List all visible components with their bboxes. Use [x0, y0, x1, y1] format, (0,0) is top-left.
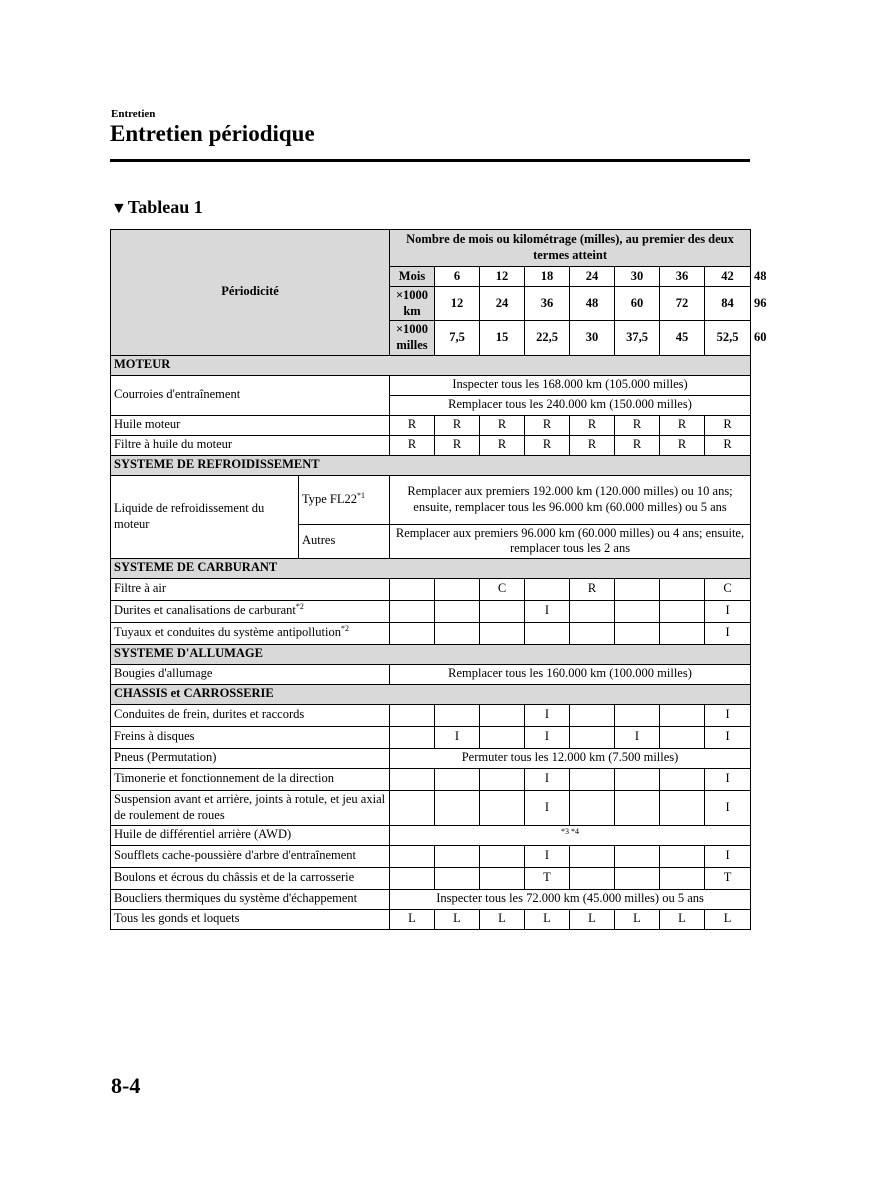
item-label-text: Durites et canalisations de carburant: [114, 603, 296, 618]
footnote-ref: *1: [357, 490, 366, 500]
schedule-cell: [570, 790, 615, 825]
item-label: Bougies d'allumage: [111, 664, 390, 684]
miles-row: ×1000 milles 7,5 15 22,5 30 37,5 45 52,5 60: [111, 321, 751, 355]
interval-text: Remplacer aux premiers 96.000 km (60.000 milles) ou 4 ans; ensuite, remplacer tous les 2 ans: [390, 524, 751, 558]
schedule-cell: [615, 768, 660, 790]
category-allumage: SYSTEME D'ALLUMAGE: [111, 644, 751, 664]
interval-cell: 48: [570, 287, 615, 321]
table-row: [111, 622, 751, 644]
schedule-cell: L: [615, 909, 660, 929]
schedule-cell: R: [570, 415, 615, 435]
interval-cell: 60: [615, 287, 660, 321]
category-row: [111, 644, 751, 664]
interval-cell: 24: [480, 287, 525, 321]
schedule-cell: [660, 578, 705, 600]
interval-cell: 30: [615, 267, 660, 287]
interval-cell: 37,5: [615, 321, 660, 355]
table-row: [111, 578, 751, 600]
schedule-cell: I: [525, 600, 570, 622]
schedule-cell: [660, 726, 705, 748]
schedule-cell: [435, 867, 480, 889]
table-row: [111, 435, 751, 455]
schedule-cell: [435, 704, 480, 726]
schedule-cell: [570, 768, 615, 790]
interval-cell: 24: [570, 267, 615, 287]
coolant-type-fl22: [299, 475, 390, 524]
table-row: [111, 600, 751, 622]
schedule-cell: I: [525, 704, 570, 726]
table-row: [111, 889, 751, 909]
schedule-cell: L: [570, 909, 615, 929]
footnote-ref: *3 *4: [390, 825, 751, 845]
schedule-cell: [480, 845, 525, 867]
schedule-cell: [615, 704, 660, 726]
schedule-cell: [615, 845, 660, 867]
schedule-cell: R: [660, 415, 705, 435]
schedule-cell: [435, 768, 480, 790]
interval-cell: 22,5: [525, 321, 570, 355]
interval-header: Nombre de mois ou kilométrage (milles), au premier des deux termes atteint: [390, 230, 751, 267]
schedule-cell: [660, 622, 705, 644]
schedule-cell: [570, 704, 615, 726]
item-label: Liquide de refroidissement du moteur: [111, 475, 299, 558]
category-row: [111, 455, 751, 475]
schedule-cell: [615, 600, 660, 622]
table-row: [111, 825, 751, 845]
table-heading-label: Tableau 1: [127, 197, 203, 217]
table-heading: [111, 197, 203, 218]
table-row: [111, 768, 751, 790]
schedule-cell: [480, 600, 525, 622]
schedule-cell: [570, 867, 615, 889]
schedule-cell: [660, 600, 705, 622]
item-label: Courroies d'entraînement: [111, 375, 390, 415]
interval-text: Remplacer aux premiers 192.000 km (120.000 milles) ou 10 ans; ensuite, remplacer tous les 96.000 km (60.000 milles) ou 5 ans: [390, 475, 751, 524]
schedule-cell: [435, 790, 480, 825]
category-refroidissement: SYSTEME DE REFROIDISSEMENT: [111, 455, 751, 475]
category-row: [111, 558, 751, 578]
footnote-ref: *2: [295, 602, 304, 612]
title-divider: [110, 159, 750, 162]
interval-text: Remplacer tous les 240.000 km (150.000 milles): [390, 395, 751, 415]
schedule-cell: R: [705, 435, 751, 455]
interval-cell: 84: [705, 287, 751, 321]
schedule-cell: [525, 578, 570, 600]
schedule-cell: [480, 622, 525, 644]
interval-cell: 7,5: [435, 321, 480, 355]
interval-cell: 12: [480, 267, 525, 287]
section-label: Entretien: [111, 108, 156, 120]
months-label: Mois: [390, 267, 435, 287]
interval-text: Permuter tous les 12.000 km (7.500 milles): [390, 748, 751, 768]
item-label-text: Tuyaux et conduites du système antipollution: [114, 625, 341, 640]
schedule-cell: [480, 790, 525, 825]
interval-cell: 12: [435, 287, 480, 321]
schedule-cell: T: [705, 867, 751, 889]
schedule-cell: [435, 578, 480, 600]
item-label: Soufflets cache-poussière d'arbre d'entraînement: [111, 845, 390, 867]
interval-text: Inspecter tous les 168.000 km (105.000 milles): [390, 375, 751, 395]
schedule-cell: [480, 867, 525, 889]
coolant-type-fl22-label: Type FL22: [302, 491, 358, 506]
schedule-cell: [660, 790, 705, 825]
months-row: Mois 6 12 18 24 30 36 42 48: [111, 267, 751, 287]
schedule-cell: [570, 600, 615, 622]
schedule-cell: R: [660, 435, 705, 455]
km-label: ×1000 km: [390, 287, 435, 321]
item-label: Pneus (Permutation): [111, 748, 390, 768]
schedule-cell: I: [525, 845, 570, 867]
schedule-cell: I: [525, 768, 570, 790]
schedule-cell: [390, 790, 435, 825]
schedule-cell: R: [435, 435, 480, 455]
item-label: Tous les gonds et loquets: [111, 909, 390, 929]
category-carburant: SYSTEME DE CARBURANT: [111, 558, 751, 578]
schedule-cell: [480, 726, 525, 748]
schedule-cell: R: [525, 415, 570, 435]
item-label: [111, 600, 390, 622]
schedule-cell: [390, 867, 435, 889]
schedule-cell: I: [615, 726, 660, 748]
schedule-cell: I: [435, 726, 480, 748]
item-label: [111, 622, 390, 644]
schedule-cell: [615, 867, 660, 889]
schedule-cell: R: [615, 415, 660, 435]
schedule-cell: I: [705, 845, 751, 867]
schedule-cell: [390, 600, 435, 622]
item-label: Suspension avant et arrière, joints à rotule, et jeu axial de roulement de roues: [111, 790, 390, 825]
schedule-cell: [660, 704, 705, 726]
miles-label: ×1000 milles: [390, 321, 435, 355]
schedule-cell: L: [705, 909, 751, 929]
category-row: [111, 355, 751, 375]
schedule-cell: [525, 622, 570, 644]
schedule-cell: L: [480, 909, 525, 929]
schedule-cell: [615, 578, 660, 600]
schedule-cell: [435, 600, 480, 622]
schedule-cell: R: [390, 415, 435, 435]
schedule-cell: C: [480, 578, 525, 600]
schedule-cell: R: [480, 415, 525, 435]
schedule-cell: [570, 845, 615, 867]
table-row: [111, 867, 751, 889]
interval-text: Inspecter tous les 72.000 km (45.000 milles) ou 5 ans: [390, 889, 751, 909]
schedule-cell: [570, 622, 615, 644]
schedule-cell: [390, 622, 435, 644]
schedule-cell: I: [705, 790, 751, 825]
item-label: Freins à disques: [111, 726, 390, 748]
schedule-cell: [390, 845, 435, 867]
schedule-cell: [660, 845, 705, 867]
km-row: ×1000 km 12 24 36 48 60 72 84 96: [111, 287, 751, 321]
schedule-cell: [570, 726, 615, 748]
schedule-cell: [390, 768, 435, 790]
interval-cell: 6: [435, 267, 480, 287]
schedule-cell: I: [705, 622, 751, 644]
interval-cell: 18: [525, 267, 570, 287]
schedule-cell: [615, 622, 660, 644]
schedule-cell: T: [525, 867, 570, 889]
coolant-type-autres: Autres: [299, 524, 390, 558]
schedule-cell: [660, 867, 705, 889]
periodicite-header: Périodicité: [111, 230, 390, 356]
schedule-cell: C: [705, 578, 751, 600]
item-label: Boulons et écrous du châssis et de la carrosserie: [111, 867, 390, 889]
table-row: [111, 748, 751, 768]
schedule-cell: R: [525, 435, 570, 455]
schedule-cell: [390, 578, 435, 600]
schedule-cell: [390, 704, 435, 726]
schedule-cell: L: [435, 909, 480, 929]
interval-cell: 52,5: [705, 321, 751, 355]
interval-cell: 36: [525, 287, 570, 321]
item-label: Filtre à air: [111, 578, 390, 600]
schedule-cell: I: [705, 704, 751, 726]
item-label: Huile moteur: [111, 415, 390, 435]
table-row: [111, 726, 751, 748]
maintenance-schedule-table: [110, 229, 767, 930]
item-label: Huile de différentiel arrière (AWD): [111, 825, 390, 845]
footnote-ref: *2: [340, 624, 349, 634]
schedule-cell: [615, 790, 660, 825]
category-row: [111, 684, 751, 704]
schedule-cell: R: [570, 578, 615, 600]
schedule-cell: L: [660, 909, 705, 929]
page-number: 8-4: [111, 1073, 141, 1098]
down-triangle-icon: ▼: [111, 200, 127, 217]
interval-cell: 30: [570, 321, 615, 355]
schedule-cell: I: [525, 790, 570, 825]
table-row: [111, 909, 751, 929]
interval-text: Remplacer tous les 160.000 km (100.000 milles): [390, 664, 751, 684]
schedule-cell: [435, 622, 480, 644]
table-row: [111, 415, 751, 435]
page-title: Entretien périodique: [110, 121, 315, 146]
schedule-cell: R: [480, 435, 525, 455]
interval-cell: 45: [660, 321, 705, 355]
schedule-cell: R: [615, 435, 660, 455]
table-row: [111, 704, 751, 726]
schedule-cell: I: [705, 726, 751, 748]
schedule-cell: [390, 726, 435, 748]
item-label: Conduites de frein, durites et raccords: [111, 704, 390, 726]
schedule-cell: [480, 704, 525, 726]
item-label: Boucliers thermiques du système d'échappement: [111, 889, 390, 909]
category-moteur: MOTEUR: [111, 355, 751, 375]
schedule-cell: R: [705, 415, 751, 435]
interval-cell: 42: [705, 267, 751, 287]
schedule-cell: I: [705, 768, 751, 790]
category-chassis: CHASSIS et CARROSSERIE: [111, 684, 751, 704]
schedule-cell: L: [390, 909, 435, 929]
table-row: [111, 664, 751, 684]
interval-cell: 72: [660, 287, 705, 321]
item-label: Filtre à huile du moteur: [111, 435, 390, 455]
schedule-cell: R: [390, 435, 435, 455]
item-label: Timonerie et fonctionnement de la direction: [111, 768, 390, 790]
schedule-cell: R: [570, 435, 615, 455]
schedule-cell: [660, 768, 705, 790]
interval-cell: 15: [480, 321, 525, 355]
schedule-cell: L: [525, 909, 570, 929]
table-row: [111, 845, 751, 867]
schedule-cell: [435, 845, 480, 867]
interval-cell: 36: [660, 267, 705, 287]
schedule-cell: [480, 768, 525, 790]
schedule-cell: R: [435, 415, 480, 435]
schedule-cell: I: [705, 600, 751, 622]
table-row: [111, 790, 751, 825]
schedule-cell: I: [525, 726, 570, 748]
